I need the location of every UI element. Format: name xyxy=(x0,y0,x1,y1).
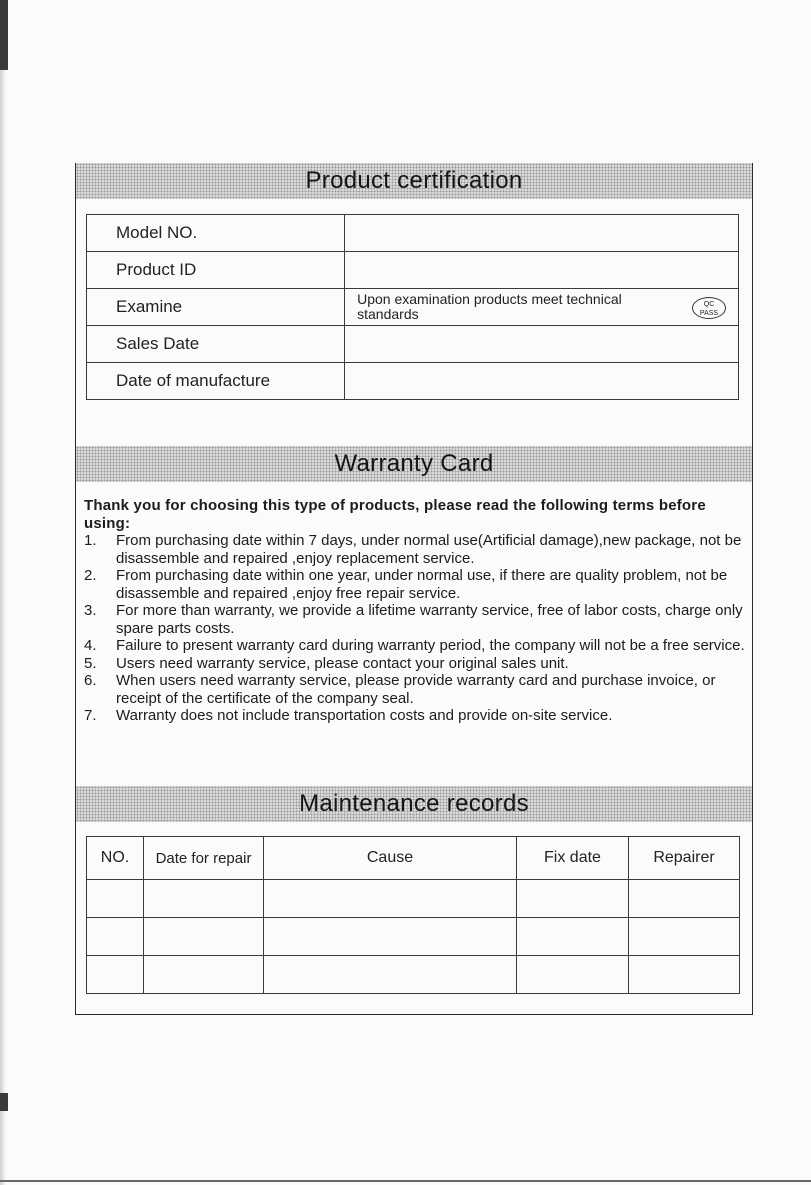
model-no-value xyxy=(345,215,739,252)
column-header-fix-date: Fix date xyxy=(517,837,629,880)
list-item xyxy=(84,602,746,637)
product-certification-header xyxy=(76,163,752,199)
manufacture-date-value xyxy=(345,363,739,400)
term-number: 1. xyxy=(84,532,97,549)
list-item xyxy=(84,567,746,602)
list-item xyxy=(84,655,746,673)
certification-row xyxy=(87,326,739,363)
table-cell xyxy=(87,918,144,956)
examine-label: Examine xyxy=(87,289,345,326)
warranty-terms xyxy=(84,497,746,725)
certification-table xyxy=(86,214,739,400)
sales-date-value xyxy=(345,326,739,363)
term-text: For more than warranty, we provide a lifetime warranty service, free of labor costs, charge only spare parts costs. xyxy=(116,602,743,637)
warranty-intro: Thank you for choosing this type of products, please read the following terms before using: xyxy=(84,497,706,532)
column-header-date-for-repair: Date for repair xyxy=(144,837,264,880)
certification-row xyxy=(87,289,739,326)
term-number: 6. xyxy=(84,672,97,689)
scan-edge xyxy=(0,0,6,1185)
column-header-no: NO. xyxy=(87,837,144,880)
list-item xyxy=(84,532,746,567)
sales-date-label: Sales Date xyxy=(87,326,345,363)
table-cell xyxy=(517,918,629,956)
manufacture-date-label: Date of manufacture xyxy=(87,363,345,400)
term-number: 4. xyxy=(84,637,97,654)
certification-row xyxy=(87,363,739,400)
table-row xyxy=(87,918,740,956)
table-cell xyxy=(629,956,740,994)
term-text: Users need warranty service, please contact your original sales unit. xyxy=(116,654,569,672)
examine-value-cell xyxy=(345,289,739,326)
term-number: 3. xyxy=(84,602,97,619)
term-text: Warranty does not include transportation costs and provide on-site service. xyxy=(116,707,613,724)
scan-mark-top xyxy=(0,0,8,70)
certification-row xyxy=(87,252,739,289)
qc-stamp-line1: QC xyxy=(703,301,715,308)
scan-mark-bottom xyxy=(0,1093,8,1111)
product-id-value xyxy=(345,252,739,289)
warranty-card-header xyxy=(76,446,752,482)
warranty-card-title: Warranty Card xyxy=(334,450,494,477)
term-text: Failure to present warranty card during warranty period, the company will not be a free service. xyxy=(116,637,745,654)
term-text: From purchasing date within one year, under normal use, if there are quality problem, not be disassemble and repaired ,enjoy free repair service. xyxy=(116,567,728,602)
maintenance-records-header xyxy=(76,786,752,822)
examine-value: Upon examination products meet technical standards xyxy=(357,291,622,322)
list-item xyxy=(84,707,746,725)
column-header-cause: Cause xyxy=(264,837,517,880)
table-cell xyxy=(144,918,264,956)
term-number: 7. xyxy=(84,707,97,724)
table-cell xyxy=(144,956,264,994)
qc-pass-stamp-icon xyxy=(692,297,726,319)
table-cell xyxy=(87,956,144,994)
list-item xyxy=(84,637,746,655)
page-bottom-edge xyxy=(0,1180,811,1182)
table-cell xyxy=(629,880,740,918)
table-row xyxy=(87,956,740,994)
table-row xyxy=(87,880,740,918)
table-cell xyxy=(264,880,517,918)
certification-row xyxy=(87,215,739,252)
table-cell xyxy=(87,880,144,918)
maintenance-table xyxy=(86,836,740,994)
table-cell xyxy=(144,880,264,918)
product-id-label: Product ID xyxy=(87,252,345,289)
table-cell xyxy=(517,880,629,918)
product-certification-title: Product certification xyxy=(305,167,523,194)
table-cell xyxy=(517,956,629,994)
maintenance-header-row xyxy=(87,837,740,880)
term-number: 5. xyxy=(84,654,97,672)
warranty-terms-list xyxy=(84,532,746,725)
term-text: From purchasing date within 7 days, under normal use(Artificial damage),new package, not be disassemble and repaired ,enjoy replacement service. xyxy=(116,532,742,567)
maintenance-records-title: Maintenance records xyxy=(299,790,529,817)
table-cell xyxy=(264,918,517,956)
qc-stamp-line2: PASS xyxy=(699,310,719,317)
column-header-repairer: Repairer xyxy=(629,837,740,880)
list-item xyxy=(84,672,746,707)
model-no-label: Model NO. xyxy=(87,215,345,252)
term-number: 2. xyxy=(84,567,97,584)
term-text: When users need warranty service, please provide warranty card and purchase invoice, or receipt of the certificate of the company seal. xyxy=(116,672,716,707)
table-cell xyxy=(264,956,517,994)
table-cell xyxy=(629,918,740,956)
